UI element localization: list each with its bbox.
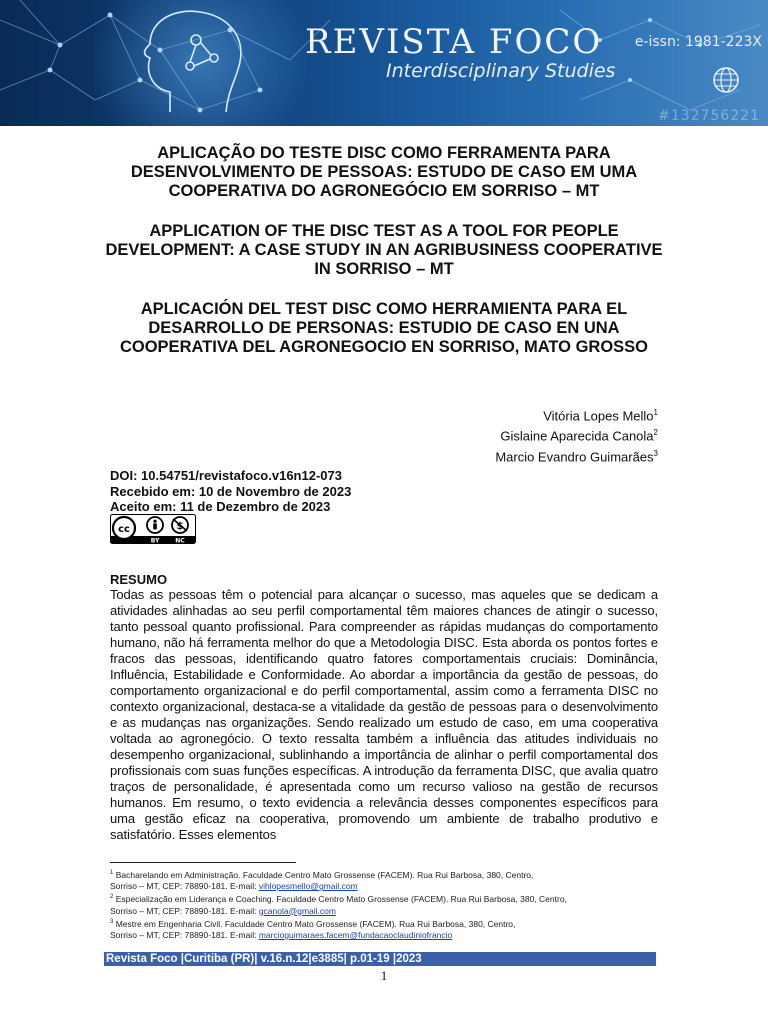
- svg-text:$: $: [176, 521, 184, 532]
- footnotes: [110, 868, 658, 941]
- footer-citation: Revista Foco |Curitiba (PR)| v.16.n.12|e3885| p.01-19 |2023: [106, 953, 422, 965]
- journal-footer-bar: [104, 952, 656, 966]
- page-number: 1: [380, 968, 388, 983]
- email-link[interactable]: vihlopesmello@gmail.com: [258, 881, 358, 892]
- author-name: Marcio Evandro Guimarães: [495, 448, 654, 464]
- author-list: [495, 404, 658, 465]
- issn-label: e-issn: 1981-223X: [634, 34, 762, 50]
- article-meta: [110, 468, 351, 515]
- abstract-text: Todas as pessoas têm o potencial para alcançar o sucesso, mas aqueles que se dedicam a atividades alinhadas ao seu perfil comportamental têm maiores chances de atingir o sucesso, tanto pessoal quanto profissional. Para compreender as rápidas mudanças do comportamento humano, não há ferramenta melhor do que a Metodologia DISC. Esta aborda os pontos fortes e fracos das pessoas, identificando quatro fatores comportamentais cruciais: Dominância, Influência, Estabilidade e Conformidade. Ao abordar a importância da gestão de pessoas, do comportamento organizacional e do perfil comportamental, assim como a ferramenta DISC no contexto organizacional, destaca-se a vitalidade da gestão de pessoas para o desenvolvimento e as mudanças nas organizações. Sendo realizado um estudo de caso, em uma cooperativa voltada ao agronegócio. O texto ressalta também a influência das atitudes individuais no desempenho organizacional, sublinhando a importância de alinhar o perfil comportamental dos profissionais com suas funções específicas. A introdução da ferramenta DISC, que avalia quatro traços de personalidade, é apresentada como um recurso valioso na gestão de recursos humanos. Em resumo, o texto evidencia a relevância desses componentes específicos para uma gestão eficaz na cooperativa, promovendo um ambiente de trabalho produtivo e satisfatório. Esses elementos: [110, 587, 658, 842]
- author-footnote-mark: 2: [653, 428, 658, 438]
- footnote-text: Sorriso – MT, CEP: 78890-181. E-mail:: [110, 905, 259, 916]
- author-name: Gislaine Aparecida Canola: [500, 428, 654, 444]
- author-footnote-mark: 1: [653, 408, 658, 417]
- footnote-mark: 3: [110, 918, 114, 925]
- author-name: Vitória Lopes Mello: [543, 408, 654, 424]
- title-english: APPLICATION OF THE DISC TEST AS A TOOL FOR PEOPLE DEVELOPMENT: A CASE STUDY IN AN AGRIBUSINESS COOPERATIVE IN SORRISO – MT: [105, 222, 663, 278]
- footnote-item: [110, 868, 658, 892]
- footnote-text: Sorriso – MT, CEP: 78890-181. E-mail:: [110, 929, 259, 940]
- abstract-heading: RESUMO: [110, 572, 168, 587]
- journal-title: REVISTA FOCO: [305, 22, 603, 62]
- image-watermark: #132756221: [658, 108, 760, 124]
- cc-mark: cc: [118, 524, 130, 535]
- author-footnote-mark: 3: [653, 448, 658, 458]
- footnote-divider: [110, 862, 296, 863]
- email-link[interactable]: gcanola@gmail.com: [258, 905, 336, 916]
- globe-icon: [712, 66, 740, 94]
- author-entry: [495, 404, 658, 424]
- footnote-mark: 2: [110, 894, 114, 901]
- footnote-text: Sorriso – MT, CEP: 78890-181. E-mail:: [110, 881, 259, 892]
- by-label: BY: [150, 537, 160, 544]
- email-link[interactable]: marcioguimaraes.facem@fundacaoclaudiniofrancio: [258, 929, 453, 940]
- footnote-text: Mestre em Engenharia Civil. Faculdade Centro Mato Grossense (FACEM). Rua Rui Barbosa, 380, Centro,: [115, 918, 516, 929]
- journal-subtitle: Interdisciplinary Studies: [386, 60, 616, 82]
- title-portuguese: APLICAÇÃO DO TESTE DISC COMO FERRAMENTA PARA DESENVOLVIMENTO DE PESSOAS: ESTUDO DE CASO EM UMA COOPERATIVA DO AGRONEGÓCIO EM SORRISO – MT: [130, 144, 638, 200]
- footnote-text: Bacharelando em Administração. Faculdade Centro Mato Grossense (FACEM). Rua Rui Barbosa, 380, Centro,: [115, 869, 534, 880]
- author-entry: [495, 445, 658, 465]
- footnote-mark: 1: [110, 870, 114, 876]
- footnote-item: [110, 892, 658, 916]
- author-entry: [495, 424, 658, 444]
- accepted-date: Aceito em: 11 de Dezembro de 2023: [110, 499, 331, 514]
- footnote-text: Especialização em Liderança e Coaching. Faculdade Centro Mato Grossense (FACEM). Rua Rui Barbosa, 380, Centro,: [115, 894, 567, 905]
- doi-link[interactable]: DOI: 10.54751/revistafoco.v16n12-073: [110, 468, 342, 483]
- received-date: Recebido em: 10 de Novembro de 2023: [110, 483, 352, 499]
- footnote-item: [110, 917, 658, 941]
- nc-label: NC: [175, 537, 185, 544]
- banner-network-graphic: [0, 0, 768, 126]
- title-spanish: APLICACIÓN DEL TEST DISC COMO HERRAMIENTA PARA EL DESARROLLO DE PERSONAS: ESTUDIO DE CASO EN UNA COOPERATIVA DEL AGRONEGOCIO EN SORRISO, MATO GROSSO: [119, 300, 649, 356]
- cc-by-nc-license-badge[interactable]: [110, 514, 196, 544]
- journal-banner: [0, 0, 768, 126]
